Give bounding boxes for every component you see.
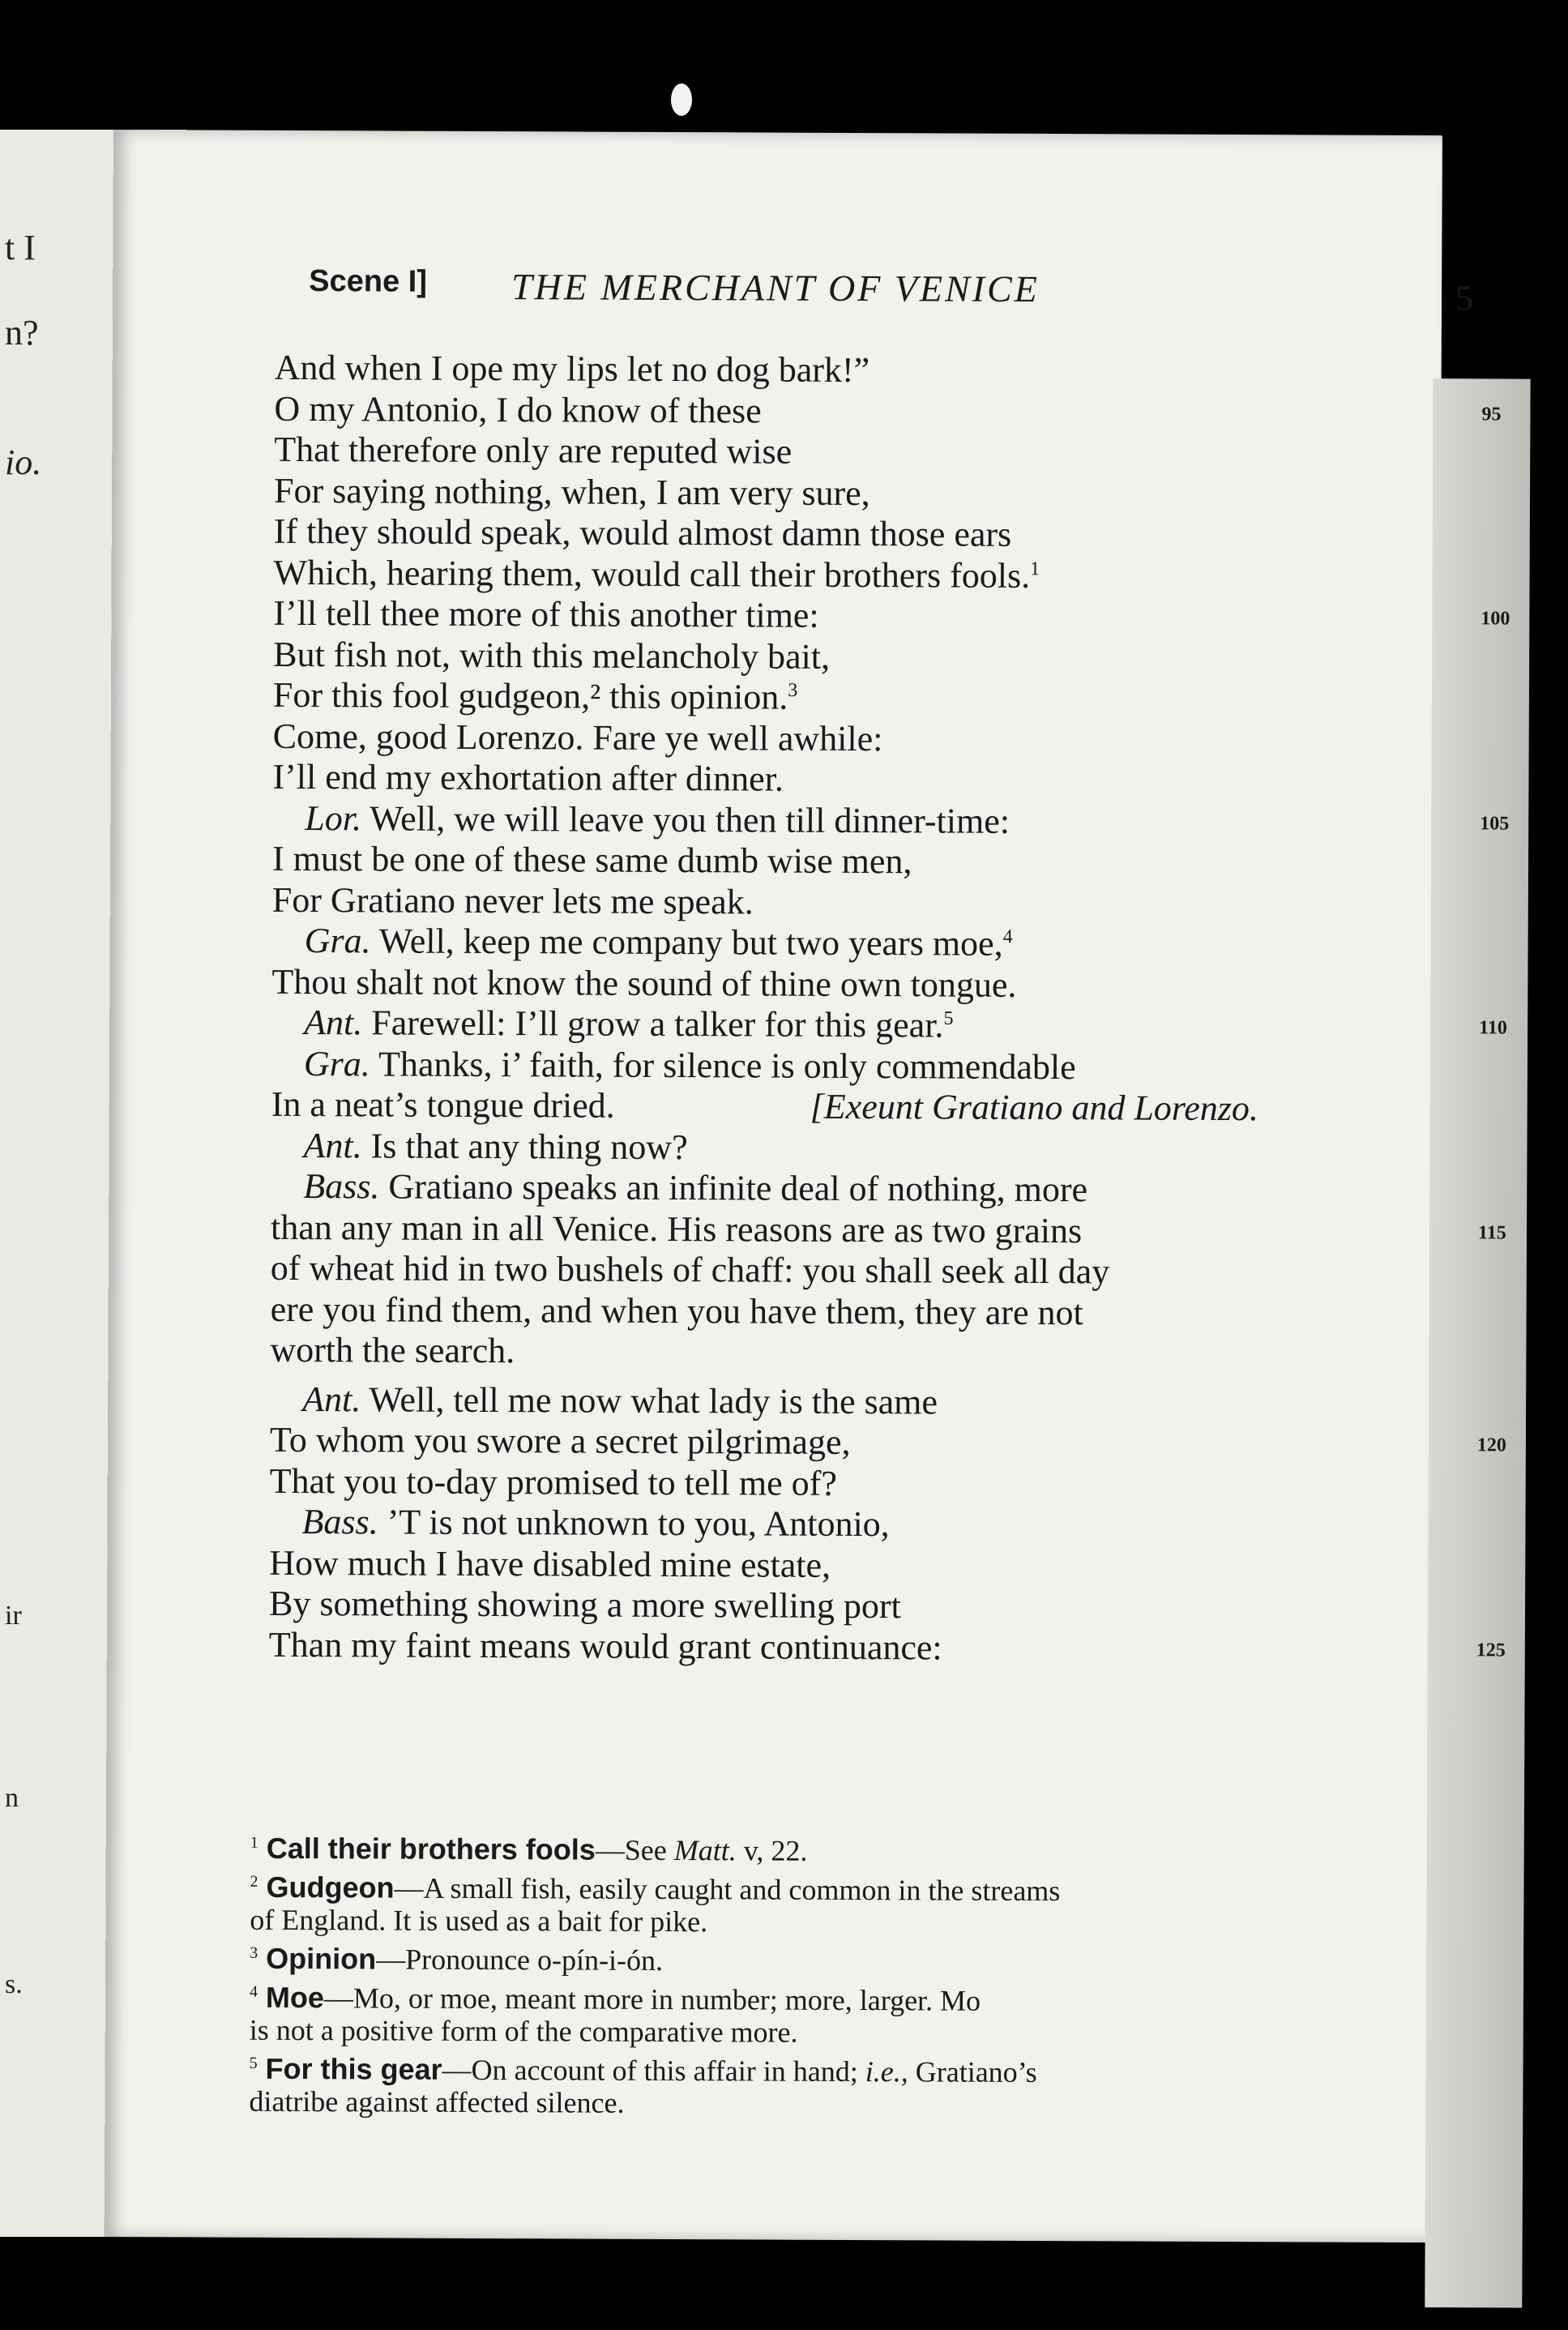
line-text: worth the search. xyxy=(270,1329,515,1371)
footnote xyxy=(250,1943,1433,1980)
footnote xyxy=(250,1982,1433,2051)
footnote-ref: 3 xyxy=(788,679,798,702)
speaker-name: Bass. xyxy=(301,1502,378,1542)
footnotes xyxy=(249,1832,1433,2129)
book-page xyxy=(105,130,1510,2242)
footnote xyxy=(250,1871,1433,1941)
verse-line xyxy=(271,1125,1324,1170)
verse-line xyxy=(273,675,1327,720)
play-text xyxy=(268,347,1510,1670)
verse-line xyxy=(274,511,1327,557)
speaker-name: Ant. xyxy=(302,1379,361,1419)
footnote-continuation: is not a positive form of the comparative more. xyxy=(249,2013,798,2049)
line-text: Well, we will leave you then till dinner-time: xyxy=(361,797,1010,841)
line-text: Than my faint means would grant continuance: xyxy=(268,1624,942,1667)
line-text: Well, tell me now what lady is the same xyxy=(361,1379,938,1422)
footnote xyxy=(249,2053,1432,2123)
footnote-text: —On account of this affair in hand; xyxy=(442,2053,865,2088)
line-number: 115 xyxy=(1478,1221,1506,1244)
footnote-mark: 1 xyxy=(250,1833,258,1852)
footnote-headword: For this gear xyxy=(257,2051,442,2086)
line-text: than any man in all Venice. His reasons are as two grains xyxy=(270,1207,1083,1251)
scene-label: Scene I] xyxy=(309,264,428,299)
verse-line xyxy=(273,592,1510,639)
footnote-headword: Moe xyxy=(257,1980,325,2015)
footnote-italic: i.e., xyxy=(865,2055,908,2088)
verse-line xyxy=(275,348,1328,393)
line-number: 105 xyxy=(1480,812,1510,835)
verse-line xyxy=(271,961,1325,1007)
verse-line xyxy=(271,1003,1507,1048)
line-text: Is that any thing now? xyxy=(361,1125,688,1167)
verse-line xyxy=(272,797,1510,843)
verse-line xyxy=(273,634,1327,679)
verse-line xyxy=(274,552,1327,597)
verse-line xyxy=(269,1419,1506,1465)
line-text: Farewell: I’ll grow a talker for this gear. xyxy=(362,1003,944,1045)
verse-line xyxy=(272,757,1326,802)
verse-line xyxy=(270,1330,1323,1375)
line-number: 110 xyxy=(1479,1017,1507,1039)
footnote-text: v, 22. xyxy=(736,1834,808,1867)
verse-line xyxy=(270,1379,1323,1424)
verse-line xyxy=(269,1502,1322,1547)
line-text: To whom you swore a secret pilgrimage, xyxy=(269,1419,851,1462)
verse-line xyxy=(271,1289,1324,1334)
line-text: And when I ope my lips let no dog bark!” xyxy=(274,347,870,391)
line-number: 100 xyxy=(1480,608,1510,630)
verse-line xyxy=(271,1084,1325,1130)
footnote-text: Gratiano’s xyxy=(908,2055,1037,2088)
footnote xyxy=(250,1832,1433,1870)
line-text: That therefore only are reputed wise xyxy=(274,429,793,472)
footnote-ref: 5 xyxy=(943,1007,954,1029)
speaker-name: Lor. xyxy=(305,797,362,838)
line-text: Come, good Lorenzo. Fare ye well awhile: xyxy=(272,716,883,759)
verse-line xyxy=(273,716,1327,761)
verse-line xyxy=(274,470,1327,515)
footnote-headword: Gudgeon xyxy=(258,1870,395,1905)
page-number: 5 xyxy=(1455,278,1474,319)
left-fragment: n xyxy=(5,1783,19,1813)
left-fragment: t I xyxy=(5,228,36,267)
left-fragment: s. xyxy=(5,1969,23,1999)
speaker-name: Ant. xyxy=(303,1125,362,1165)
line-text: ’T is not unknown to you, Antonio, xyxy=(378,1502,890,1545)
footnote-ref: 4 xyxy=(1002,926,1013,948)
line-text: If they should speak, would almost damn those ears xyxy=(273,511,1012,554)
line-text: By something showing a more swelling port xyxy=(268,1583,901,1627)
verse-line xyxy=(274,388,1502,434)
left-fragment: io. xyxy=(5,442,42,482)
line-number: 95 xyxy=(1481,403,1502,425)
verse-line xyxy=(268,1624,1506,1669)
verse-line xyxy=(269,1542,1322,1588)
verse-line xyxy=(271,1043,1325,1088)
line-text: I’ll end my exhortation after dinner. xyxy=(272,756,784,799)
footnote-continuation: of England. It is used as a bait for pike. xyxy=(250,1903,708,1939)
binding-hole xyxy=(671,83,692,116)
verse-line xyxy=(274,430,1327,475)
verse-line xyxy=(271,1166,1324,1212)
verse-line xyxy=(269,1584,1322,1629)
left-fragment: n? xyxy=(5,313,39,353)
line-text: For Gratiano never lets me speak. xyxy=(271,879,754,921)
footnote-headword: Call their brothers fools xyxy=(258,1831,596,1866)
footnote-mark: 5 xyxy=(249,2054,258,2072)
footnote-headword: Opinion xyxy=(258,1941,377,1976)
footnote-text: —Mo, or moe, meant more in number; more, larger. Mo xyxy=(323,1982,981,2017)
line-text: Thou shalt not know the sound of thine own tongue. xyxy=(271,961,1017,1005)
stage-direction: [Exeunt Gratiano and Lorenzo. xyxy=(810,1086,1259,1129)
verse-line xyxy=(271,1248,1324,1293)
line-text: I must be one of these same dumb wise men, xyxy=(271,838,912,882)
line-number: 120 xyxy=(1476,1434,1506,1456)
speaker-name: Gra. xyxy=(303,1043,370,1084)
verse-line xyxy=(270,1207,1506,1252)
line-text: O my Antonio, I do know of these xyxy=(274,388,762,430)
footnote-text: —See xyxy=(595,1833,674,1867)
line-text: Well, keep me company but two years moe, xyxy=(370,921,1003,964)
footnote-ref: 1 xyxy=(1030,558,1040,579)
left-fragment: ir xyxy=(5,1601,22,1631)
verse-line xyxy=(272,839,1326,884)
line-text: Gratiano speaks an infinite deal of nothing, more xyxy=(379,1166,1088,1210)
footnote-mark: 2 xyxy=(250,1872,258,1891)
speaker-name: Gra. xyxy=(304,921,371,961)
verse-line xyxy=(270,1460,1323,1506)
line-text: That you to-day promised to tell me of? xyxy=(269,1460,837,1503)
footnote-mark: 3 xyxy=(250,1943,258,1962)
line-text: of wheat hid in two bushels of chaff: you shall seek all day xyxy=(270,1247,1110,1292)
verse-line xyxy=(272,921,1326,966)
line-text: Which, hearing them, would call their brothers fools. xyxy=(273,552,1031,596)
line-text: I’ll tell thee more of this another time: xyxy=(273,592,819,635)
line-text: In a neat’s tongue dried. xyxy=(271,1084,615,1126)
speaker-name: Bass. xyxy=(303,1166,380,1207)
line-text: ere you find them, and when you have them, they are not xyxy=(270,1289,1083,1332)
line-text: How much I have disabled mine estate, xyxy=(269,1542,831,1585)
verse-line xyxy=(272,879,1326,925)
line-text: But fish not, with this melancholy bait, xyxy=(273,634,831,677)
line-text: For saying nothing, when, I am very sure, xyxy=(273,470,870,513)
footnote-continuation: diatribe against affected silence. xyxy=(249,2084,625,2119)
footnote-italic: Matt. xyxy=(673,1834,737,1867)
footnote-text: —Pronounce o-pín-i-ón. xyxy=(376,1943,664,1977)
footnote-mark: 4 xyxy=(249,1982,258,2001)
line-number: 125 xyxy=(1476,1639,1506,1661)
line-text: Thanks, i’ faith, for silence is only commendable xyxy=(370,1043,1076,1087)
running-head xyxy=(309,264,1474,319)
page-edge xyxy=(1425,378,1530,2308)
footnote-text: —A small fish, easily caught and common in the streams xyxy=(394,1871,1061,1908)
page-title: THE MERCHANT OF VENICE xyxy=(511,266,1040,310)
line-text: For this fool gudgeon,² this opinion. xyxy=(272,674,788,717)
speaker-name: Ant. xyxy=(304,1003,363,1043)
